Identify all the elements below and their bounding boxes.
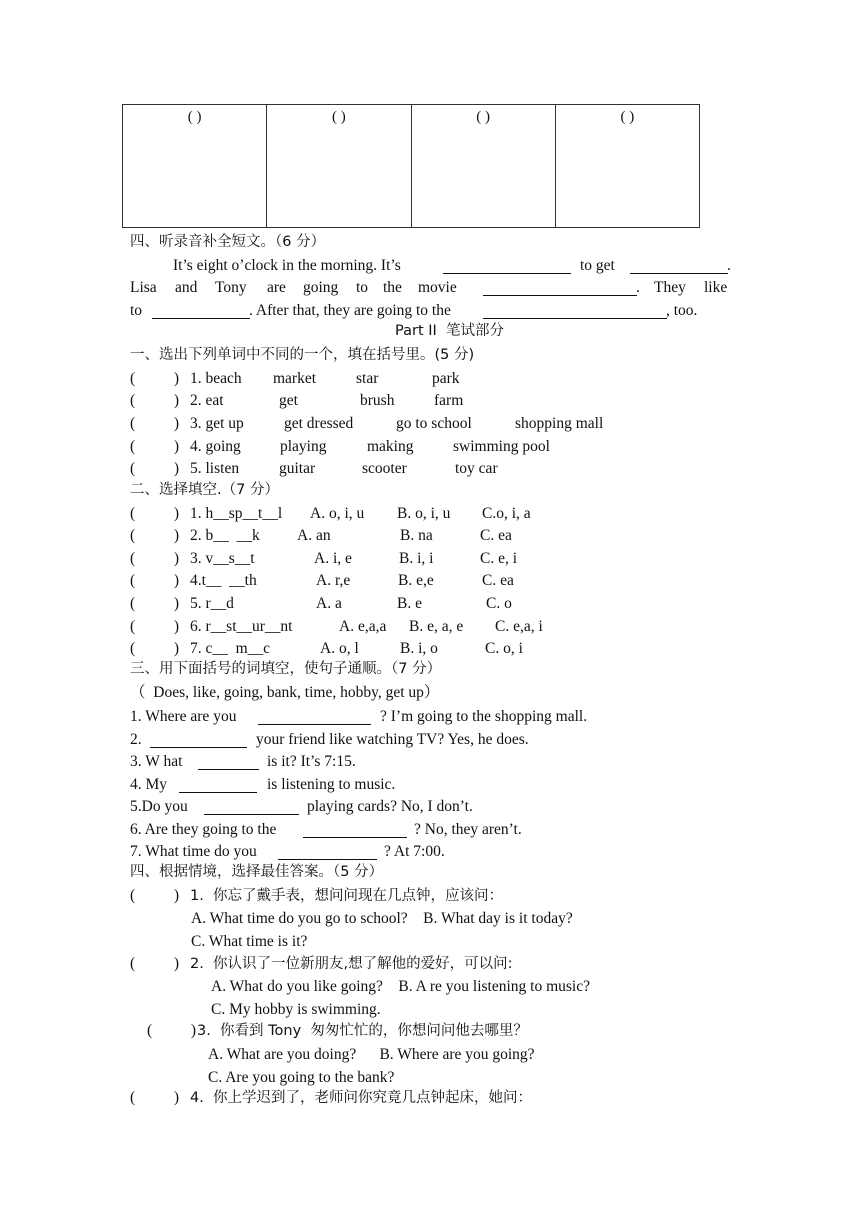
option-c: C. e, i — [480, 550, 518, 567]
fill-blank-4[interactable] — [179, 777, 257, 793]
option-b: B. i, i — [399, 550, 434, 567]
listening-word: . — [636, 279, 640, 296]
answer-paren[interactable]: ( ) — [130, 550, 180, 567]
item-word: 3. get up — [190, 415, 244, 432]
listening-heading: 四、听录音补全短文。（6 分） — [130, 234, 326, 250]
sentence-pre: 6. Are they going to the — [130, 821, 277, 838]
answer-paren[interactable]: ( ) — [130, 887, 180, 904]
question-word: 6. r__st__ur__nt — [190, 618, 293, 635]
answer-paren[interactable]: ( ) — [130, 1089, 180, 1106]
listening-word: Lisa — [130, 279, 157, 296]
option-b: B. i, o — [400, 640, 438, 657]
fill-blank-6[interactable] — [303, 822, 407, 838]
item-word: park — [432, 370, 460, 387]
section2-heading: 二、选择填空.（7 分） — [130, 482, 279, 498]
item-word: brush — [360, 392, 395, 409]
option-c: C.o, i, a — [482, 505, 531, 522]
option-b: B. e — [397, 595, 422, 612]
sentence-post: is it? It’s 7:15. — [267, 753, 356, 770]
listening-word: are — [267, 279, 286, 296]
answer-paren[interactable]: ( ) — [130, 392, 180, 409]
answer-paren[interactable]: ( ) — [130, 527, 180, 544]
answer-paren[interactable]: ( ) — [130, 505, 180, 522]
listening-line1-a: It’s eight o’clock in the morning. It’s — [173, 257, 401, 274]
option-b: B. e, a, e — [409, 618, 464, 635]
picture-cell-4: ( ) — [555, 105, 699, 228]
situation-options: A. What do you like going? B. A re you listening to music? — [211, 978, 590, 995]
listening-word: to — [356, 279, 369, 296]
option-a: A. an — [297, 527, 331, 544]
situation-options: C. What time is it? — [191, 933, 308, 950]
item-word: toy car — [455, 460, 498, 477]
option-b: B. e,e — [398, 572, 434, 589]
option-a: A. a — [316, 595, 342, 612]
option-b: B. o, i, u — [397, 505, 451, 522]
answer-paren[interactable]: ( ) — [130, 955, 180, 972]
listening-word: going — [303, 279, 339, 296]
answer-paren[interactable]: ( ) — [130, 370, 180, 387]
option-a: A. i, e — [314, 550, 352, 567]
answer-paren[interactable]: ( ) — [130, 640, 180, 657]
situation-question: 4. 你上学迟到了，老师问你究竟几点钟起床，她问： — [190, 1090, 533, 1106]
option-a: A. o, l — [320, 640, 359, 657]
listening-blank-3[interactable] — [483, 280, 637, 296]
item-word: 1. beach — [190, 370, 242, 387]
listening-word: the — [383, 279, 402, 296]
listening-word: and — [175, 279, 198, 296]
question-word: 1. h__sp__t__l — [190, 505, 283, 522]
listening-blank-5[interactable] — [483, 303, 667, 319]
word-bank: （ Does, like, going, bank, time, hobby, get up） — [130, 684, 440, 701]
answer-paren[interactable]: ( ) — [147, 1022, 197, 1039]
question-word: 5. r__d — [190, 595, 234, 612]
listening-word: movie — [418, 279, 457, 296]
item-word: making — [367, 438, 414, 455]
sentence-pre: 4. My — [130, 776, 168, 793]
sentence-post: is listening to music. — [267, 776, 396, 793]
sentence-post: ? No, they aren’t. — [414, 821, 522, 838]
sentence-pre: 2. — [130, 731, 142, 748]
option-a: A. r,e — [316, 572, 351, 589]
listening-line1-c: . — [727, 257, 731, 274]
item-word: 4. going — [190, 438, 241, 455]
option-c: C. e,a, i — [495, 618, 543, 635]
item-word: market — [273, 370, 317, 387]
option-b: B. na — [400, 527, 433, 544]
sentence-pre: 1. Where are you — [130, 708, 237, 725]
question-word: 2. b__ __k — [190, 527, 260, 544]
option-a: A. o, i, u — [310, 505, 365, 522]
sentence-post: ? I’m going to the shopping mall. — [380, 708, 588, 725]
listening-blank-2[interactable] — [630, 258, 728, 274]
listening-word: Tony — [215, 279, 247, 296]
item-word: star — [356, 370, 379, 387]
item-word: 5. listen — [190, 460, 240, 477]
item-word: 2. eat — [190, 392, 224, 409]
sentence-pre: 7. What time do you — [130, 843, 257, 860]
section4-heading: 四、根据情境，选择最佳答案。（5 分） — [130, 864, 384, 880]
section3-heading: 三、用下面括号的词填空，使句子通顺。（7 分） — [130, 661, 442, 677]
sentence-post: your friend like watching TV? Yes, he does. — [256, 731, 529, 748]
answer-paren[interactable]: ( ) — [130, 415, 180, 432]
section1-heading: 一、选出下列单词中不同的一个，填在括号里。(5 分) — [130, 347, 475, 363]
fill-blank-3[interactable] — [198, 754, 259, 770]
picture-cell-3: ( ) — [411, 105, 555, 228]
answer-paren[interactable]: ( ) — [130, 595, 180, 612]
item-word: guitar — [279, 460, 316, 477]
answer-paren[interactable]: ( ) — [130, 460, 180, 477]
item-word: swimming pool — [453, 438, 550, 455]
listening-blank-4[interactable] — [152, 303, 250, 319]
item-word: scooter — [362, 460, 407, 477]
sentence-pre: 3. W hat — [130, 753, 183, 770]
option-c: C. o, i — [485, 640, 523, 657]
option-c: C. ea — [482, 572, 514, 589]
item-word: go to school — [396, 415, 472, 432]
situation-options: C. Are you going to the bank? — [208, 1069, 395, 1086]
listening-word: They — [654, 279, 686, 296]
listening-line3-b: . After that, they are going to the — [249, 302, 451, 319]
answer-paren[interactable]: ( ) — [130, 438, 180, 455]
answer-paren[interactable]: ( ) — [130, 618, 180, 635]
situation-question: 3. 你看到 Tony 匆匆忙忙的，你想问问他去哪里？ — [197, 1023, 528, 1039]
option-c: C. o — [486, 595, 512, 612]
situation-question: 1. 你忘了戴手表，想问问现在几点钟，应该问： — [190, 888, 504, 904]
picture-cell-1: ( ) — [123, 105, 267, 228]
picture-cell-2: ( ) — [267, 105, 411, 228]
fill-blank-5[interactable] — [204, 799, 299, 815]
listening-word: like — [704, 279, 728, 296]
answer-paren[interactable]: ( ) — [130, 572, 180, 589]
option-c: C. ea — [480, 527, 512, 544]
situation-options: A. What time do you go to school? B. What day is it today? — [191, 910, 573, 927]
fill-blank-2[interactable] — [150, 732, 247, 748]
listening-line3-a: to — [130, 302, 143, 319]
item-word: farm — [434, 392, 464, 409]
picture-answer-table — [122, 104, 700, 228]
listening-line1-b: to get — [580, 257, 615, 274]
item-word: shopping mall — [515, 415, 604, 432]
fill-blank-1[interactable] — [258, 709, 371, 725]
question-word: 3. v__s__t — [190, 550, 255, 567]
situation-options: C. My hobby is swimming. — [211, 1001, 381, 1018]
item-word: get dressed — [284, 415, 354, 432]
option-a: A. e,a,a — [339, 618, 387, 635]
item-word: get — [279, 392, 298, 409]
sentence-pre: 5.Do you — [130, 798, 188, 815]
situation-options: A. What are you doing? B. Where are you going? — [208, 1046, 535, 1063]
part2-title: Part II 笔试部分 — [395, 323, 505, 339]
item-word: playing — [280, 438, 327, 455]
listening-line3-c: , too. — [666, 302, 698, 319]
question-word: 4.t__ __th — [190, 572, 257, 589]
listening-blank-1[interactable] — [443, 258, 571, 274]
situation-question: 2. 你认识了一位新朋友,想了解他的爱好，可以问: — [190, 956, 513, 972]
question-word: 7. c__ m__c — [190, 640, 271, 657]
sentence-post: playing cards? No, I don’t. — [307, 798, 473, 815]
fill-blank-7[interactable] — [278, 844, 377, 860]
sentence-post: ? At 7:00. — [384, 843, 445, 860]
